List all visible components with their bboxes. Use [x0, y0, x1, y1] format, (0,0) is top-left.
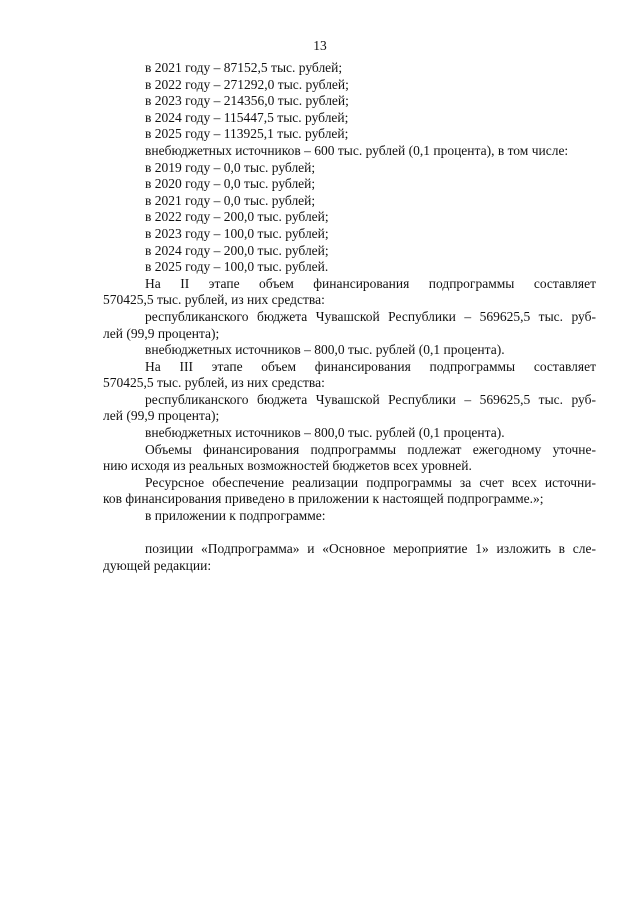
- text-line: в 2020 году – 0,0 тыс. рублей;: [145, 176, 316, 192]
- text-line: лей (99,9 процента);: [103, 325, 220, 341]
- text-line: 570425,5 тыс. рублей, из них средства:: [103, 375, 325, 391]
- page-number: 13: [313, 38, 327, 53]
- text-line: Ресурсное обеспечение реализации подпрограммы за счет всех источни-: [145, 474, 596, 490]
- text-line: в 2019 году – 0,0 тыс. рублей;: [145, 159, 316, 175]
- text-line: в приложении к подпрограмме:: [145, 508, 326, 524]
- text-line: 570425,5 тыс. рублей, из них средства:: [103, 292, 325, 308]
- text-line: республиканского бюджета Чувашской Республики – 569625,5 тыс. руб-: [145, 391, 596, 407]
- text-line: Объемы финансирования подпрограммы подлежат ежегодному уточне-: [145, 441, 596, 457]
- text-line: в 2025 году – 100,0 тыс. рублей.: [145, 259, 329, 275]
- text-line: в 2023 году – 214356,0 тыс. рублей;: [145, 93, 349, 109]
- document-body: [103, 60, 596, 574]
- text-line: На III этапе объем финансирования подпрограммы составляет: [145, 358, 596, 374]
- text-line: в 2022 году – 271292,0 тыс. рублей;: [145, 76, 349, 92]
- text-line: дующей редакции:: [103, 557, 212, 573]
- text-line: в 2024 году – 115447,5 тыс. рублей;: [145, 109, 349, 125]
- text-line: в 2022 году – 200,0 тыс. рублей;: [145, 209, 329, 225]
- text-line: внебюджетных источников – 800,0 тыс. рублей (0,1 процента).: [145, 342, 505, 358]
- text-line: в 2023 году – 100,0 тыс. рублей;: [145, 225, 329, 241]
- text-line: в 2021 году – 0,0 тыс. рублей;: [145, 192, 316, 208]
- text-line: внебюджетных источников – 800,0 тыс. рублей (0,1 процента).: [145, 425, 505, 441]
- text-line: в 2024 году – 200,0 тыс. рублей;: [145, 242, 329, 258]
- text-line: в 2021 году – 87152,5 тыс. рублей;: [145, 60, 343, 75]
- blank-line: [103, 525, 596, 542]
- text-line: нию исходя из реальных возможностей бюджетов всех уровней.: [103, 458, 472, 474]
- text-line: лей (99,9 процента);: [103, 408, 220, 424]
- text-line: республиканского бюджета Чувашской Республики – 569625,5 тыс. руб-: [145, 308, 596, 324]
- text-line: позиции «Подпрограмма» и «Основное мероприятие 1» изложить в сле-: [145, 541, 596, 557]
- text-line: в 2025 году – 113925,1 тыс. рублей;: [145, 126, 349, 142]
- text-line: ков финансирования приведено в приложении к настоящей подпрограмме.»;: [103, 491, 544, 507]
- text-line: внебюджетных источников – 600 тыс. рублей (0,1 процента), в том числе:: [145, 142, 569, 158]
- text-line: На II этапе объем финансирования подпрограммы составляет: [145, 275, 596, 291]
